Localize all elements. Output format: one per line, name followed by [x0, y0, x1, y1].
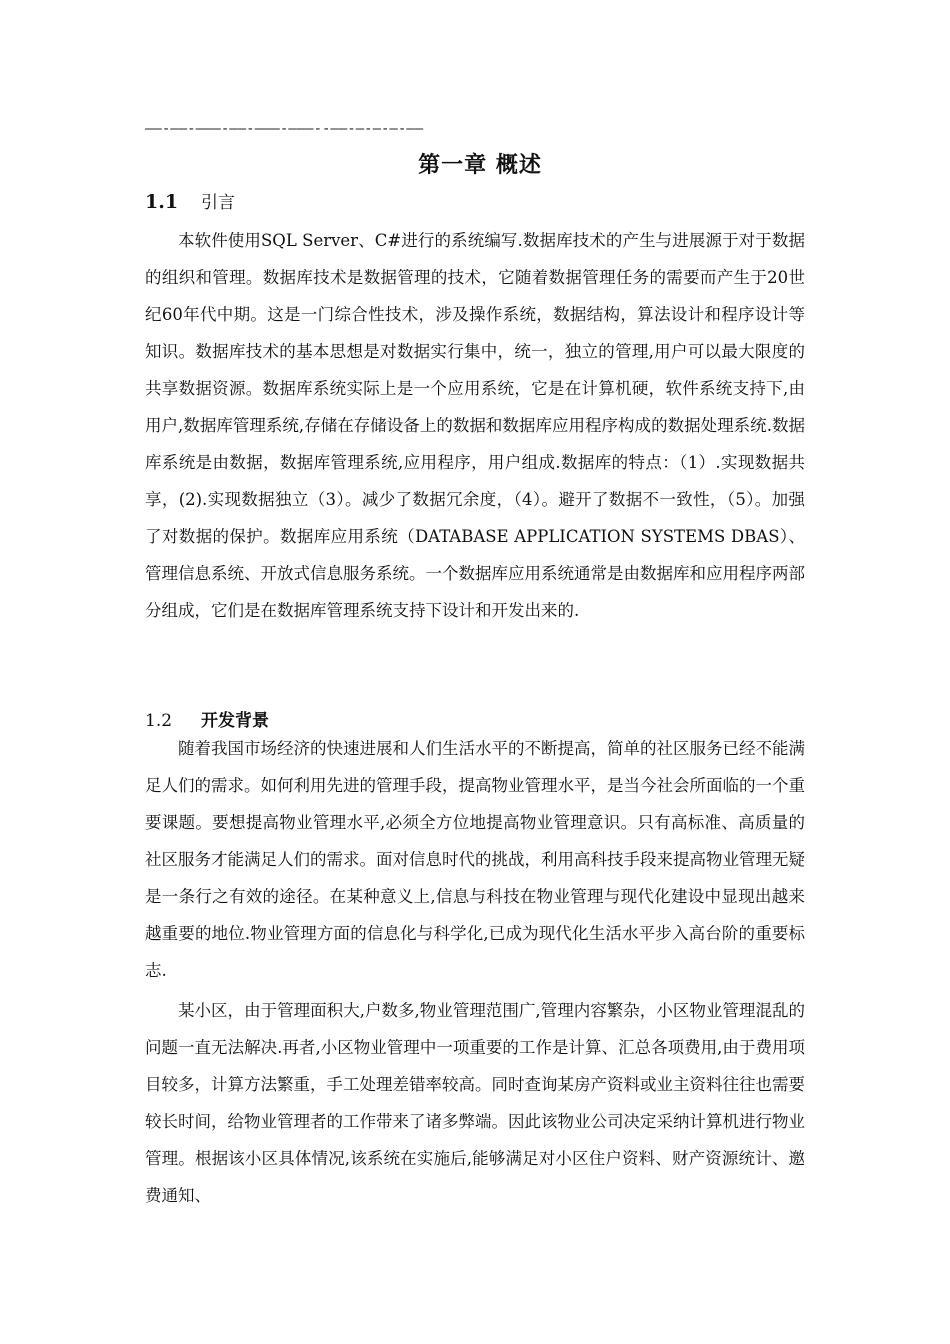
intro-paragraph: 本软件使用SQL Server、C#进行的系统编写.数据库技术的产生与进展源于对于数据的组织和管理。数据库技术是数据管理的技术，它随着数据管理任务的需要而产生于20世纪60年代中期。这是一门综合性技术，涉及操作系统，数据结构，算法设计和程序设计等知识。数据库技术的基本思想是对数据实行集中，统一，独立的管理,用户可以最大限度的共享数据资源。数据库系统实际上是一个应用系统，它是在计算机硬，软件系统支持下,由用户,数据库管理系统,存储在存储设备上的数据和数据库应用程序构成的数据处理系统.数据库系统是由数据，数据库管理系统,应用程序，用户组成.数据库的特点：（1）.实现数据共享，(2).实现数据独立（3）。减少了数据冗余度，（4）。避开了数据不一致性，（5）。加强了对数据的保护。数据库应用系统（DATABASE APPLICATION SYSTEMS DBAS）、管理信息系统、开放式信息服务系统。一个数据库应用系统通常是由数据库和应用程序两部分组成，它们是在数据库管理系统支持下设计和开发出来的. — [145, 231, 805, 620]
section-number: 1.2 — [145, 711, 173, 731]
background-paragraph-1: 随着我国市场经济的快速进展和人们生活水平的不断提高，简单的社区服务已经不能满足人们的需求。如何利用先进的管理手段，提高物业管理水平，是当今社会所面临的一个重要课题。要想提高物业管理水平,必须全方位地提高物业管理意识。只有高标准、高质量的社区服务才能满足人们的需求。面对信息时代的挑战，利用高科技手段来提高物业管理无疑是一条行之有效的途径。在某种意义上,信息与科技在物业管理与现代化建设中显现出越来越重要的地位.物业管理方面的信息化与科学化,已成为现代化生活水平步入高台阶的重要标志. — [145, 739, 805, 980]
section-title: 引言 — [201, 193, 235, 213]
chapter-title: 第一章 概述 — [418, 153, 542, 178]
section-number: 1.1 — [145, 191, 179, 213]
section-heading-background — [145, 706, 269, 731]
section-title: 开发背景 — [201, 711, 269, 731]
header-rule: ——-——-———-——-———-———--——-—-—-—-—— — [145, 121, 424, 137]
background-paragraph-2: 某小区，由于管理面积大,户数多,物业管理范围广,管理内容繁杂，小区物业管理混乱的问题一直无法解决.再者,小区物业管理中一项重要的工作是计算、汇总各项费用,由于费用项目较多，计算方法繁重，手工处理差错率较高。同时查询某房产资料或业主资料往往也需要较长时间，给物业管理者的工作带来了诸多弊端。因此该物业公司决定采纳计算机进行物业管理。根据该小区具体情况,该系统在实施后,能够满足对小区住户资料、财产资源统计、邀费通知、 — [145, 1001, 805, 1205]
section-heading-intro — [145, 188, 235, 213]
